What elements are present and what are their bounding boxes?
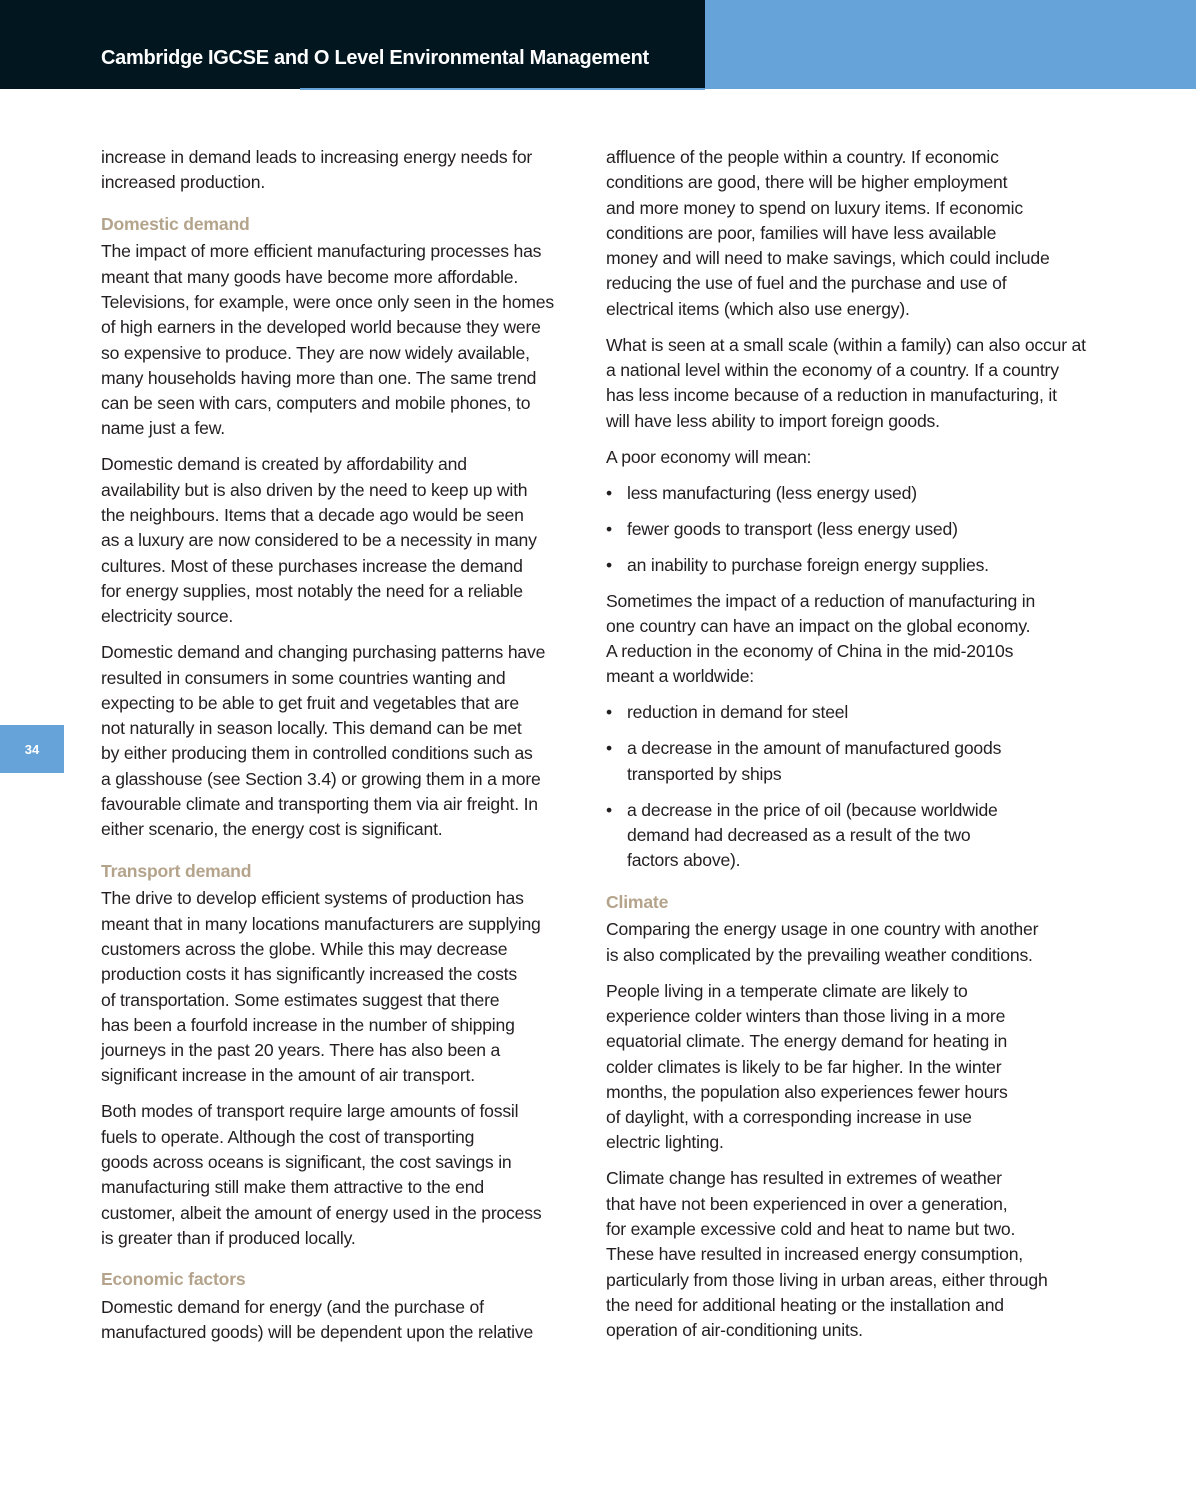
- text-line: increase in demand leads to increasing energy needs for: [101, 147, 533, 167]
- paragraph: [606, 445, 1081, 470]
- text-line: for example excessive cold and heat to name but two.: [606, 1219, 1016, 1240]
- text-line: electrical items (which also use energy).: [606, 298, 910, 319]
- text-line: is also complicated by the prevailing weather conditions.: [606, 944, 1033, 965]
- bullet-item: [606, 517, 1081, 542]
- text-line: of high earners in the developed world because they were: [101, 317, 541, 338]
- text-line: meant a worldwide:: [606, 666, 754, 687]
- text-line: demand had decreased as a result of the two: [627, 825, 971, 846]
- paragraph: [101, 452, 576, 629]
- text-line: operation of air-conditioning units.: [606, 1320, 863, 1341]
- text-line: will have less ability to import foreign goods.: [606, 410, 940, 431]
- text-line: fuels to operate. Although the cost of transporting: [101, 1126, 475, 1147]
- text-line: months, the population also experiences fewer hours: [606, 1081, 1008, 1102]
- text-line: Domestic demand and changing purchasing patterns have: [101, 642, 546, 663]
- text-line: increased production.: [101, 172, 266, 193]
- text-line: is greater than if produced locally.: [101, 1227, 356, 1248]
- text-line: These have resulted in increased energy consumption,: [606, 1244, 1023, 1265]
- text-line: Televisions, for example, were once only seen in the homes: [101, 291, 554, 312]
- text-line: The impact of more efficient manufacturing processes has: [101, 241, 542, 262]
- section-heading: [606, 890, 1081, 915]
- text-line: • an inability to purchase foreign energy supplies.: [627, 554, 989, 575]
- text-line: production costs it has significantly increased the costs: [101, 964, 517, 985]
- text-line: electricity source.: [101, 606, 234, 627]
- text-line: and more money to spend on luxury items. If economic: [606, 197, 1023, 218]
- text-line: customers across the globe. While this may decrease: [101, 938, 508, 959]
- text-line: What is seen at a small scale (within a family) can also occur at: [606, 334, 1086, 355]
- text-line: the neighbours. Items that a decade ago would be seen: [101, 505, 524, 526]
- text-line: experience colder winters than those living in a more: [606, 1005, 1006, 1026]
- text-line: significant increase in the amount of air transport.: [101, 1065, 475, 1086]
- text-line: colder climates is likely to be far higher. In the winter: [606, 1056, 1002, 1077]
- text-line: Climate: [606, 891, 669, 912]
- paragraph: [101, 886, 576, 1088]
- text-line: • less manufacturing (less energy used): [627, 482, 917, 503]
- text-line: conditions are poor, families will have less available: [606, 222, 997, 243]
- text-line: factors above).: [627, 850, 741, 871]
- paragraph: [101, 1295, 576, 1346]
- text-line: A reduction in the economy of China in the mid-2010s: [606, 641, 1014, 662]
- text-line: goods across oceans is significant, the cost savings in: [101, 1152, 512, 1173]
- text-line: by either producing them in controlled conditions such as: [101, 743, 533, 764]
- text-line: Domestic demand for energy (and the purchase of: [101, 1297, 484, 1318]
- text-line: electric lighting.: [606, 1132, 724, 1153]
- section-heading: [101, 1267, 576, 1292]
- bullet-item: [606, 736, 1081, 787]
- header-bar: [0, 0, 705, 89]
- text-line: • a decrease in the price of oil (because worldwide: [627, 799, 998, 820]
- paragraph: [606, 979, 1081, 1156]
- text-line: • reduction in demand for steel: [627, 702, 849, 723]
- text-line: cultures. Most of these purchases increase the demand: [101, 555, 523, 576]
- text-line: customer, albeit the amount of energy used in the process: [101, 1202, 542, 1223]
- text-line: a national level within the economy of a country. If a country: [606, 360, 1059, 381]
- text-line: transported by ships: [627, 763, 782, 784]
- text-line: the need for additional heating or the installation and: [606, 1294, 1004, 1315]
- paragraph: [606, 589, 1081, 690]
- paragraph: [101, 640, 576, 842]
- text-line: one country can have an impact on the global economy.: [606, 615, 1031, 636]
- text-line: name just a few.: [101, 418, 225, 439]
- left-column: [101, 145, 576, 1356]
- section-heading: [101, 212, 576, 237]
- bullet-item: [606, 798, 1081, 874]
- section-heading: [101, 859, 576, 884]
- text-line: many households having more than one. The same trend: [101, 367, 537, 388]
- text-line: journeys in the past 20 years. There has also been a: [101, 1040, 501, 1061]
- header-accent: [705, 0, 1196, 89]
- book-title: Cambridge IGCSE and O Level Environmental Management: [101, 47, 649, 69]
- text-line: manufacturing still make them attractive to the end: [101, 1177, 484, 1198]
- text-line: of daylight, with a corresponding increase in use: [606, 1107, 972, 1128]
- text-line: either scenario, the energy cost is significant.: [101, 819, 443, 840]
- right-column: [606, 145, 1086, 1354]
- text-line: A poor economy will mean:: [606, 446, 812, 467]
- text-line: conditions are good, there will be higher employment: [606, 172, 1008, 193]
- text-line: resulted in consumers in some countries wanting and: [101, 667, 506, 688]
- bullet-item: [606, 481, 1081, 506]
- text-line: affluence of the people within a country. If economic: [606, 147, 999, 167]
- text-line: not naturally in season locally. This demand can be met: [101, 718, 522, 739]
- text-line: The drive to develop efficient systems of production has: [101, 888, 524, 909]
- bullet-item: [606, 553, 1081, 578]
- text-line: of transportation. Some estimates suggest that there: [101, 989, 500, 1010]
- text-line: for energy supplies, most notably the need for a reliable: [101, 580, 523, 601]
- text-line: a glasshouse (see Section 3.4) or growing them in a more: [101, 768, 541, 789]
- text-line: meant that many goods have become more affordable.: [101, 266, 519, 287]
- text-line: particularly from those living in urban areas, either through: [606, 1269, 1048, 1290]
- header-underline: [300, 88, 705, 90]
- text-line: Domestic demand: [101, 213, 250, 234]
- text-line: favourable climate and transporting them via air freight. In: [101, 794, 538, 814]
- paragraph: [606, 145, 1081, 322]
- text-line: Both modes of transport require large amounts of fossil: [101, 1101, 519, 1122]
- text-line: • fewer goods to transport (less energy used): [627, 518, 958, 539]
- text-line: reducing the use of fuel and the purchase and use of: [606, 273, 1007, 294]
- text-line: Sometimes the impact of a reduction of manufacturing in: [606, 590, 1036, 611]
- page-number: 34: [0, 725, 64, 773]
- paragraph: [606, 917, 1081, 968]
- text-line: expecting to be able to get fruit and vegetables that are: [101, 692, 519, 713]
- paragraph: [606, 1166, 1081, 1343]
- paragraph: [101, 1099, 576, 1251]
- text-line: manufactured goods) will be dependent upon the relative: [101, 1322, 534, 1343]
- bullet-item: [606, 700, 1081, 725]
- text-line: Comparing the energy usage in one country with another: [606, 919, 1039, 940]
- text-line: that have not been experienced in over a generation,: [606, 1193, 1008, 1214]
- text-line: so expensive to produce. They are now widely available,: [101, 342, 530, 363]
- text-line: money and will need to make savings, which could include: [606, 248, 1050, 269]
- text-line: Domestic demand is created by affordability and: [101, 454, 467, 475]
- text-line: availability but is also driven by the need to keep up with: [101, 479, 528, 500]
- text-line: Economic factors: [101, 1269, 246, 1290]
- text-line: has less income because of a reduction in manufacturing, it: [606, 385, 1057, 406]
- text-line: Transport demand: [101, 860, 252, 881]
- paragraph: [101, 239, 576, 441]
- text-line: as a luxury are now considered to be a necessity in many: [101, 530, 537, 551]
- text-line: Climate change has resulted in extremes of weather: [606, 1168, 1002, 1189]
- text-line: equatorial climate. The energy demand for heating in: [606, 1031, 1008, 1052]
- text-line: can be seen with cars, computers and mobile phones, to: [101, 393, 531, 414]
- text-line: has been a fourfold increase in the number of shipping: [101, 1014, 515, 1035]
- text-line: meant that in many locations manufacturers are supplying: [101, 913, 541, 934]
- text-line: People living in a temperate climate are likely to: [606, 980, 968, 1001]
- text-line: • a decrease in the amount of manufactured goods: [627, 738, 1002, 759]
- paragraph: [606, 333, 1086, 434]
- paragraph: [101, 145, 576, 196]
